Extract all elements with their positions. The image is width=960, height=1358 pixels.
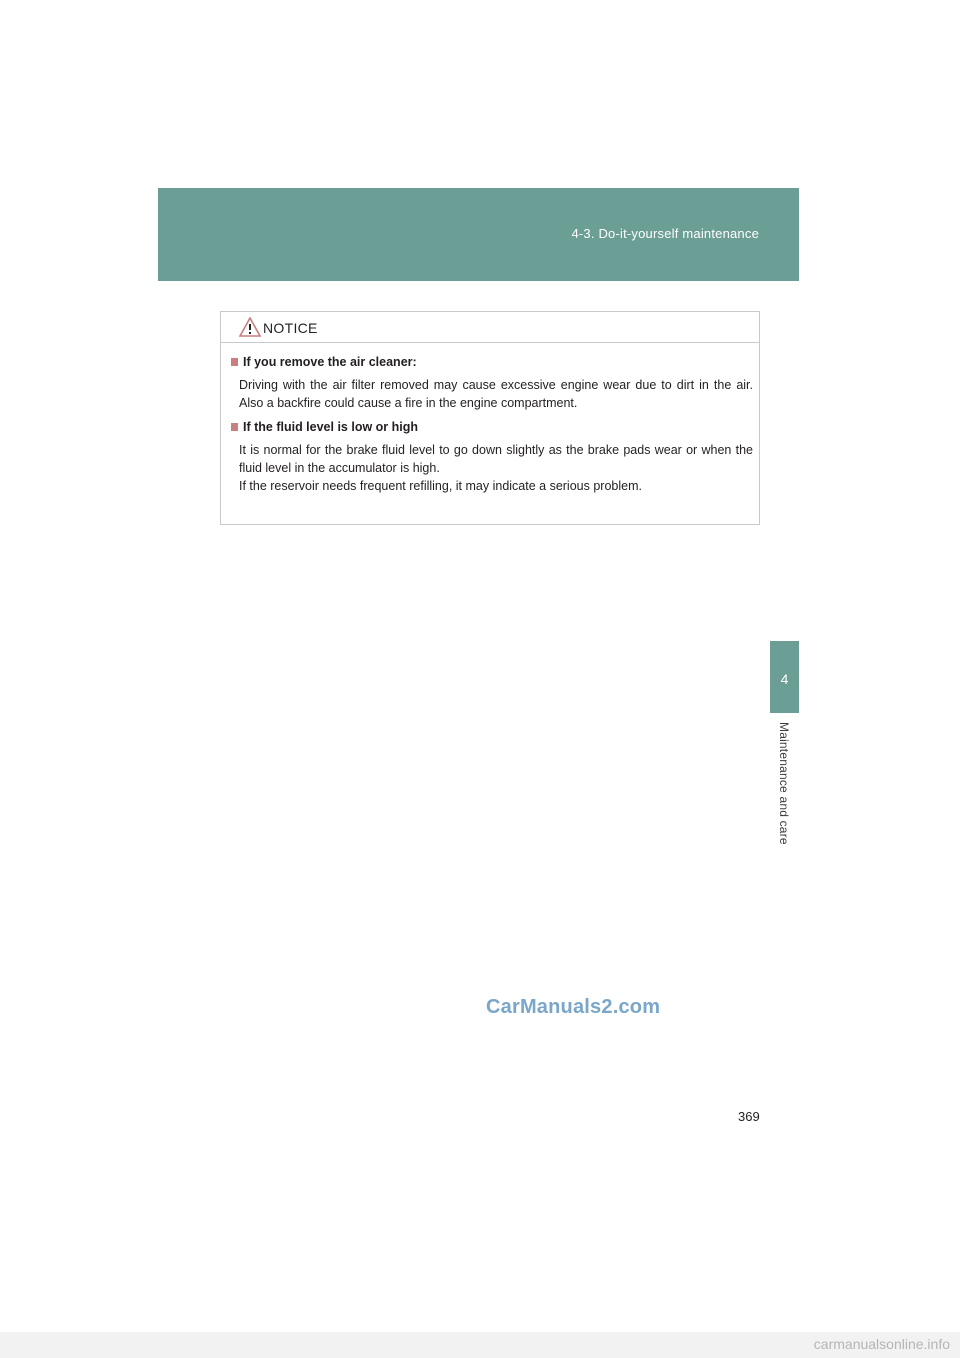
heading-text: If you remove the air cleaner:: [243, 355, 417, 369]
notice-box: [220, 311, 760, 525]
notice-item-heading: [231, 355, 753, 369]
notice-item-heading: [231, 420, 753, 434]
bullet-square-icon: [231, 423, 238, 431]
section-title: 4-3. Do-it-yourself maintenance: [571, 226, 759, 241]
notice-item-text: Driving with the air filter removed may cause excessive engine wear due to dirt in the air. Also a backfire could cause a fire in the engine compartment.: [239, 378, 753, 410]
watermark-logo[interactable]: CarManuals2.com: [486, 996, 661, 1018]
notice-title: NOTICE: [263, 320, 318, 336]
warning-triangle-icon: [239, 317, 261, 337]
chapter-label-tab: [770, 716, 799, 916]
page-number: 369: [738, 1109, 760, 1124]
bullet-square-icon: [231, 358, 238, 366]
header-band: [158, 188, 799, 281]
chapter-number: 4: [780, 671, 789, 687]
footer-watermark-text[interactable]: carmanualsonline.info: [813, 1336, 950, 1352]
notice-body: [221, 343, 759, 495]
heading-text: If the fluid level is low or high: [243, 420, 419, 434]
chapter-tab[interactable]: [770, 641, 799, 713]
notice-item-text: If the reservoir needs frequent refilling, it may indicate a serious problem.: [239, 479, 642, 493]
footer-watermark: [0, 1332, 960, 1358]
notice-item-text: It is normal for the brake fluid level to go down slightly as the brake pads wear or when the fluid level in the accumulator is high.: [239, 443, 753, 475]
chapter-label: Maintenance and care: [777, 722, 791, 845]
notice-header: [221, 312, 759, 343]
